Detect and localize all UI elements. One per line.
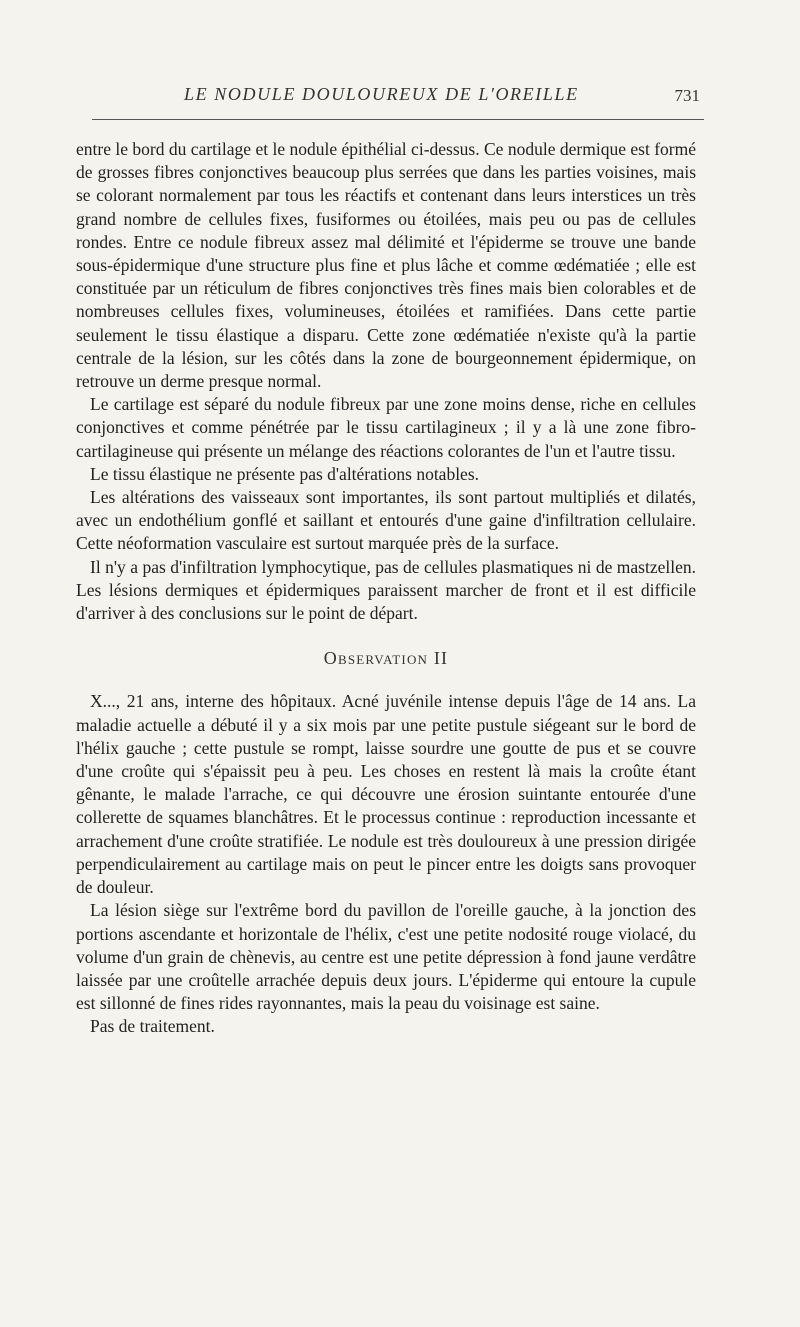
paragraph: Il n'y a pas d'infiltration lymphocytique, pas de cellules plasmatiques ni de mastzellen. Les lésions dermiques et épidermiques paraissent marcher de front et il est difficile d'arriver à des conclusions sur le point de départ. bbox=[76, 556, 696, 624]
paragraph: Le cartilage est séparé du nodule fibreux par une zone moins dense, riche en cellules conjonctives et comme pénétrée par le tissu cartilagineux ; il y a là une zone fibro-cartilagineuse qui présente un mélange des réactions colorantes de l'un et l'autre tissu. bbox=[76, 394, 696, 461]
page-number: 731 bbox=[674, 86, 700, 105]
paragraph: X..., 21 ans, interne des hôpitaux. Acné juvénile intense depuis l'âge de 14 ans. La maladie actuelle a débuté il y a six mois par une petite pustule siégeant sur le bord de l'hélix gauche ; cette pustule se rompt, laisse sourdre une goutte de pus et se couvre d'une croûte qui s'épaissit peu à peu. Les choses en restent là mais la croûte étant gênante, le malade l'arrache, ce qui découvre une érosion suintante entourée d'une collerette de squames blanchâtres. Et le processus continue : reproduction incessante et arrachement d'une croûte stratifiée. Le nodule est très douloureux à une pression dirigée perpendiculairement au cartilage mais on peut le pincer entre les doigts sans provoquer de douleur. bbox=[76, 691, 696, 898]
paragraph: Le tissu élastique ne présente pas d'altérations notables. bbox=[90, 463, 480, 484]
running-title: LE NODULE DOULOUREUX DE L'OREILLE bbox=[184, 84, 579, 104]
paragraph: entre le bord du cartilage et le nodule épithélial ci-dessus. Ce nodule dermique est formé de grosses fibres conjonctives beaucoup plus serrées que dans les parties voisines, mais se colorant normalement par tous les réactifs et contenant dans leurs interstices un très grand nombre de cellules fixes, fusiformes ou étoilées, mais peu ou pas de cellules rondes. Entre ce nodule fibreux assez mal délimité et l'épiderme se trouve une bande sous-épidermique d'une structure plus fine et plus lâche et comme œdématiée ; elle est constituée par un réticulum de fibres conjonctives très fines mais bien colorables et de nombreuses cellules fixes, volumineuses, étoilées et ramifiées. Dans cette partie seulement le tissu élastique a disparu. Cette zone œdématiée n'existe qu'à la partie centrale de la lésion, sur les côtés dans la zone de bourgeonnement épidermique, on retrouve un derme presque normal. bbox=[76, 139, 696, 392]
paragraph: Les altérations des vaisseaux sont importantes, ils sont partout multipliés et dilatés, avec un endothélium gonflé et saillant et entourés d'une gaine d'infiltration cellulaire. Cette néoformation vasculaire est surtout marquée près de la surface. bbox=[76, 487, 696, 554]
paragraph: La lésion siège sur l'extrême bord du pavillon de l'oreille gauche, à la jonction des portions ascendante et horizontale de l'hélix, c'est une petite nodosité rouge violacé, du volume d'un grain de chènevis, au centre est une petite dépression à fond jaune verdâtre laissée par une croûtelle arrachée depuis deux jours. L'épiderme qui entoure la cupule est sillonné de fines rides rayonnantes, mais la peau du voisinage est saine. bbox=[76, 900, 696, 1014]
section-heading: Observation II bbox=[323, 648, 449, 669]
paragraph: Pas de traitement. bbox=[90, 1016, 215, 1037]
page-header bbox=[120, 84, 700, 114]
body-text bbox=[76, 138, 696, 1039]
header-rule bbox=[92, 119, 704, 120]
